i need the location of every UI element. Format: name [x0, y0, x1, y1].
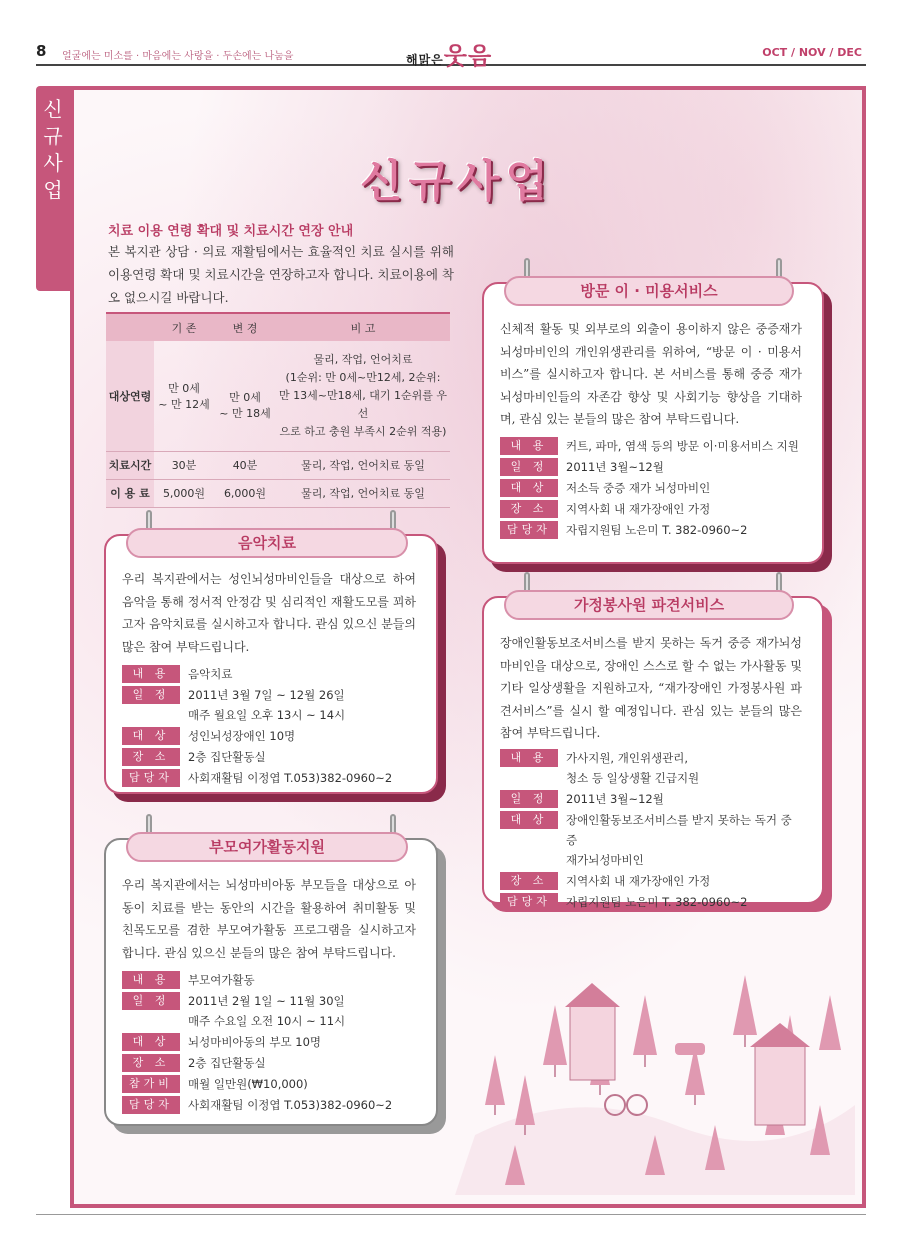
detail-value: 장애인활동보조서비스를 받지 못하는 독거 중증 재가뇌성마비인 [566, 813, 792, 867]
detail-value: 2층 집단활동실 [188, 1056, 266, 1070]
footer-divider [36, 1214, 866, 1215]
detail-value: 지역사회 내 재가장애인 가정 [566, 502, 711, 516]
detail-value: 사회재활팀 이정엽 T.053)382-0960~2 [188, 771, 393, 785]
detail-row [500, 499, 802, 519]
card-title: 부모여가활동지원 [126, 832, 408, 862]
detail-value: 음악치료 [188, 667, 233, 681]
detail-value: 매월 일만원(₩10,000) [188, 1077, 308, 1091]
detail-label: 장 소 [122, 1054, 180, 1072]
detail-label: 대 상 [500, 479, 558, 497]
detail-value: 자립지원팀 노은미 T. 382-0960~2 [566, 523, 748, 537]
detail-row [500, 748, 802, 788]
detail-row [122, 1074, 416, 1094]
section-tab-char: 규 [43, 124, 63, 148]
detail-label: 내 용 [122, 665, 180, 683]
issue-months: OCT / NOV / DEC [762, 46, 862, 59]
card-details [500, 748, 802, 913]
detail-label: 대 상 [500, 811, 558, 829]
card-description: 우리 복지관에서는 뇌성마비아동 부모들을 대상으로 아동이 치료를 받는 동안의 시간을 활용하여 취미활동 및 친목도모를 겸한 부모여가활동 프로그램을 실시하고자 합니다. 관심 있으신 분들의 많은 참여 부탁드립니다. [122, 878, 416, 960]
detail-value: 2011년 3월 7일 ~ 12월 26일 매주 월요일 오후 13시 ~ 14시 [188, 688, 346, 722]
detail-value: 가사지원, 개인위생관리, 청소 등 일상생활 긴급지원 [566, 751, 700, 785]
detail-label: 대 상 [122, 727, 180, 745]
detail-label: 일 정 [122, 992, 180, 1010]
detail-row [500, 810, 802, 870]
note-value: 물리, 작업, 언어치료 동일 [276, 479, 450, 507]
section-tab [36, 86, 70, 291]
parents-leisure-card [104, 838, 446, 1134]
note-value: 물리, 작업, 언어치료 동일 [276, 451, 450, 479]
detail-row [122, 991, 416, 1031]
detail-label: 내 용 [122, 971, 180, 989]
detail-label: 일 정 [122, 686, 180, 704]
detail-value: 2층 집단활동실 [188, 750, 266, 764]
detail-value: 자립지원팀 노은미 T. 382-0960~2 [566, 895, 748, 909]
detail-label: 장 소 [500, 872, 558, 890]
section-tab-char: 신 [43, 97, 63, 121]
detail-value: 커트, 파마, 염색 등의 방문 이·미용서비스 지원 [566, 439, 799, 453]
detail-row [122, 747, 416, 767]
detail-row [122, 726, 416, 746]
detail-row [500, 892, 802, 912]
detail-row [122, 768, 416, 788]
detail-label: 담당자 [122, 1096, 180, 1114]
detail-row [122, 1053, 416, 1073]
detail-row [500, 520, 802, 540]
detail-label: 담당자 [122, 769, 180, 787]
card-title: 방문 이 · 미용서비스 [504, 276, 794, 306]
detail-row [122, 970, 416, 990]
before-value: 30분 [154, 451, 214, 479]
winter-village-illustration [455, 935, 860, 1195]
table-row [106, 451, 450, 479]
table-header: 비 고 [276, 313, 450, 341]
after-value: 6,000원 [214, 479, 276, 507]
after-value: 만 0세 ~ 만 18세 [214, 341, 276, 451]
detail-value: 사회재활팀 이정엽 T.053)382-0960~2 [188, 1098, 393, 1112]
detail-row [122, 685, 416, 725]
detail-label: 참가비 [122, 1075, 180, 1093]
intro-heading: 치료 이용 연령 확대 및 치료시간 연장 안내 [108, 224, 354, 239]
detail-value: 2011년 2월 1일 ~ 11월 30일 매주 수요일 오전 10시 ~ 11시 [188, 994, 346, 1028]
detail-row [500, 436, 802, 456]
note-value: 물리, 작업, 언어치료 (1순위: 만 0세~만12세, 2순위: 만 13세~만18세, 대기 1순위를 우선 으로 하고 충원 부족시 2순위 적용) [276, 341, 450, 451]
card-title: 음악치료 [126, 528, 408, 558]
detail-value: 성인뇌성장애인 10명 [188, 729, 296, 743]
section-tab-label [36, 96, 70, 204]
therapy-change-table [106, 312, 450, 508]
detail-value: 2011년 3월~12월 [566, 792, 664, 806]
card-details [122, 664, 416, 789]
detail-label: 내 용 [500, 749, 558, 767]
table-row [106, 479, 450, 507]
detail-row [122, 664, 416, 684]
card-description: 우리 복지관에서는 성인뇌성마비인들을 대상으로 하여 음악을 통해 정서적 안정감 및 심리적인 재활도모를 꾀하고자 음악치료를 실시하고자 합니다. 관심 있으신 분들의 많은 참여 부탁드립니다. [122, 572, 416, 654]
page-title: 신규사업 [360, 156, 555, 207]
detail-row [500, 457, 802, 477]
detail-label: 일 정 [500, 790, 558, 808]
row-label: 치료시간 [106, 451, 154, 479]
music-therapy-card [104, 534, 446, 802]
detail-value: 부모여가활동 [188, 973, 255, 987]
table-row [106, 341, 450, 451]
section-tab-char: 업 [43, 178, 63, 202]
detail-label: 장 소 [500, 500, 558, 518]
page-number: 8 [36, 42, 47, 60]
detail-label: 대 상 [122, 1033, 180, 1051]
before-value: 만 0세 ~ 만 12세 [154, 341, 214, 451]
header-slogan: 얼굴에는 미소를 · 마음에는 사랑을 · 두손에는 나눔을 [62, 51, 294, 62]
detail-label: 담당자 [500, 893, 558, 911]
newsletter-logo: 해맑은웃음 [406, 42, 493, 70]
detail-row [122, 1032, 416, 1052]
table-header-row [106, 313, 450, 341]
detail-label: 일 정 [500, 458, 558, 476]
card-description: 신체적 활동 및 외부로의 외출이 용이하지 않은 중증재가뇌성마비인의 개인위생관리를 위하여, “방문 이 · 미용서비스”를 실시하고자 합니다. 본 서비스를 통해 중증 재가뇌성마비인들의 자존감 향상 및 사회기능 향상을 기대하며, 관심 있는 분들의 많은 참여 부탁드립니다. [500, 322, 802, 426]
detail-label: 담당자 [500, 521, 558, 539]
card-details [122, 970, 416, 1116]
homecare-service-card [482, 596, 832, 912]
card-details [500, 436, 802, 541]
page-header [36, 38, 866, 70]
detail-row [500, 789, 802, 809]
detail-row [500, 871, 802, 891]
detail-label: 장 소 [122, 748, 180, 766]
detail-row [122, 1095, 416, 1115]
detail-value: 뇌성마비아동의 부모 10명 [188, 1035, 322, 1049]
beauty-service-card [482, 282, 832, 572]
detail-value: 저소득 중증 재가 뇌성마비인 [566, 481, 711, 495]
detail-label: 내 용 [500, 437, 558, 455]
before-value: 5,000원 [154, 479, 214, 507]
detail-value: 지역사회 내 재가장애인 가정 [566, 874, 711, 888]
after-value: 40분 [214, 451, 276, 479]
card-title: 가정봉사원 파견서비스 [504, 590, 794, 620]
table-header: 기 존 [154, 313, 214, 341]
detail-value: 2011년 3월~12월 [566, 460, 664, 474]
row-label: 대상연령 [106, 341, 154, 451]
section-tab-char: 사 [43, 151, 63, 175]
table-header [106, 313, 154, 341]
intro-text: 본 복지관 상담 · 의료 재활팀에서는 효율적인 치료 실시를 위해 이용연령 확대 및 치료시간을 연장하고자 합니다. 치료이용에 착오 없으시길 바랍니다. [108, 244, 454, 305]
card-description: 장애인활동보조서비스를 받지 못하는 독거 중증 재가뇌성마비인을 대상으로, 장애인 스스로 할 수 없는 가사활동 및 기타 일상생활을 지원하고자, “재가장애인 가정봉사원 파견서비스”를 실시 할 예정입니다. 관심 있는 분들의 많은 참여 부탁드립니다. [500, 636, 802, 740]
row-label: 이 용 료 [106, 479, 154, 507]
detail-row [500, 478, 802, 498]
table-header: 변 경 [214, 313, 276, 341]
